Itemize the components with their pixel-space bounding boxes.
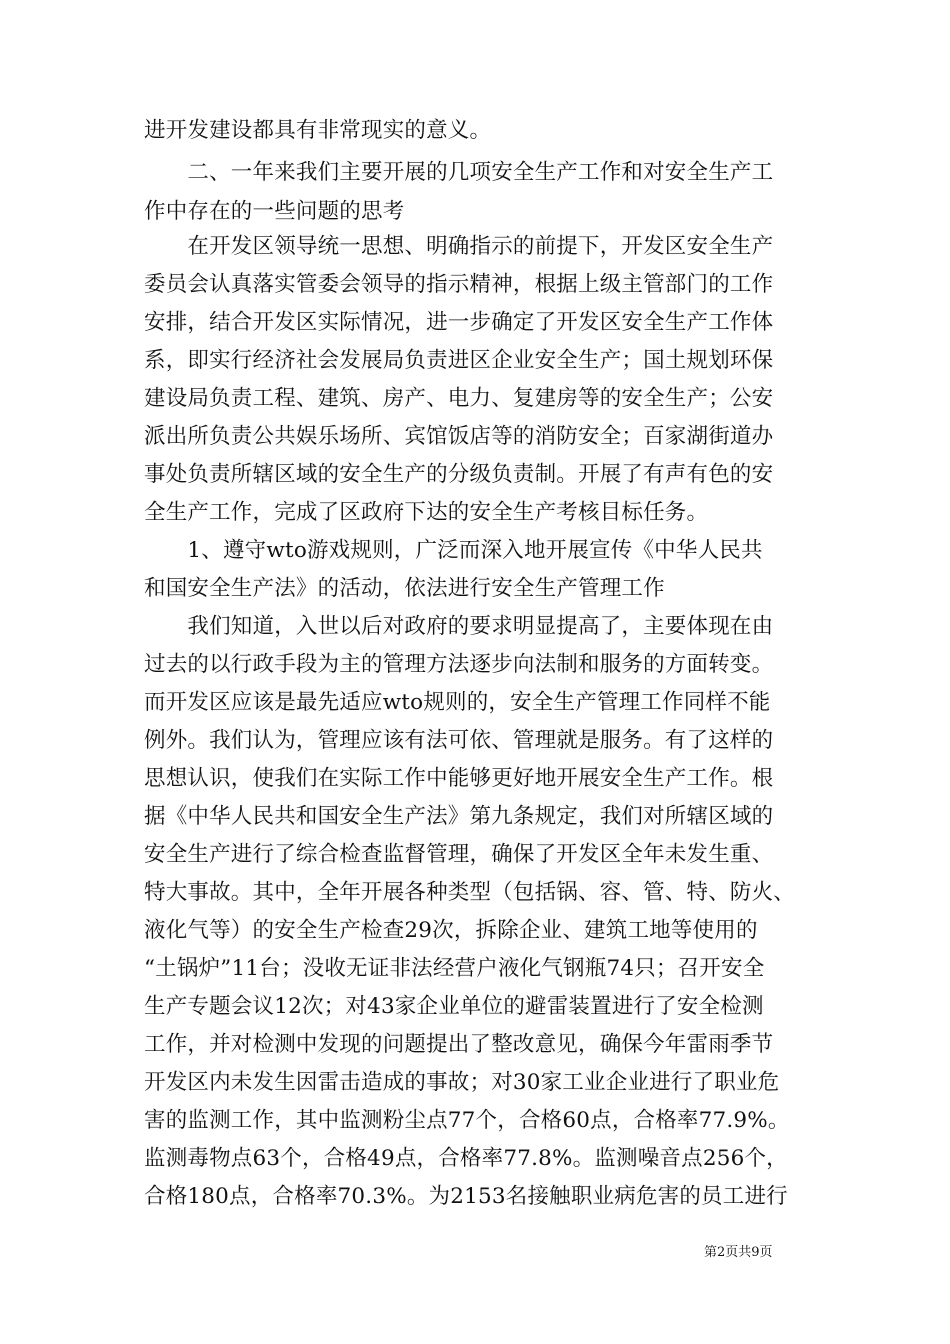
text-line: 特大事故。其中，全年开展各种类型（包括锅、容、管、特、防火、 xyxy=(144,880,796,905)
text-line: 合格180点，合格率70.3%。为2153名接触职业病危害的员工进行 xyxy=(144,1184,788,1209)
text-line: 我们知道，入世以后对政府的要求明显提高了，主要体现在由 xyxy=(144,614,774,639)
text-line: 工作，并对检测中发现的问题提出了整改意见，确保今年雷雨季节 xyxy=(144,1032,774,1057)
text-line: 全生产工作，完成了区政府下达的安全生产考核目标任务。 xyxy=(144,500,709,525)
text-line: 在开发区领导统一思想、明确指示的前提下，开发区安全生产 xyxy=(144,234,774,259)
text-line: 过去的以行政手段为主的管理方法逐步向法制和服务的方面转变。 xyxy=(144,652,774,677)
text-line: 监测毒物点63个，合格49点，合格率77.8%。监测噪音点256个， xyxy=(144,1146,788,1171)
text-line: 据《中华人民共和国安全生产法》第九条规定，我们对所辖区域的 xyxy=(144,804,774,829)
text-line: 系，即实行经济社会发展局负责进区企业安全生产；国土规划环保 xyxy=(144,348,774,373)
text-line: 而开发区应该是最先适应wto规则的，安全生产管理工作同样不能 xyxy=(144,690,771,715)
text-line: 害的监测工作，其中监测粉尘点77个，合格60点，合格率77.9%。 xyxy=(144,1108,790,1133)
page-number: 第2页共9页 xyxy=(704,1245,773,1260)
text-line: 思想认识，使我们在实际工作中能够更好地开展安全生产工作。根 xyxy=(144,766,774,791)
text-line: 派出所负责公共娱乐场所、宾馆饭店等的消防安全；百家湖街道办 xyxy=(144,424,774,449)
text-line: 液化气等）的安全生产检查29次，拆除企业、建筑工地等使用的 xyxy=(144,918,758,943)
text-line: 安全生产进行了综合检查监督管理，确保了开发区全年未发生重、 xyxy=(144,842,774,867)
section-heading-line: 二、一年来我们主要开展的几项安全生产工作和对安全生产工 xyxy=(144,160,774,185)
subsection-heading-line: 和国安全生产法》的活动，依法进行安全生产管理工作 xyxy=(144,576,665,601)
text-line: “土锅炉”11台；没收无证非法经营户液化气钢瓶74只；召开安全 xyxy=(144,956,765,981)
text-line: 进开发建设都具有非常现实的意义。 xyxy=(144,118,492,143)
text-line: 建设局负责工程、建筑、房产、电力、复建房等的安全生产；公安 xyxy=(144,386,774,411)
text-line: 开发区内未发生因雷击造成的事故；对30家工业企业进行了职业危 xyxy=(144,1070,780,1095)
text-line: 生产专题会议12次；对43家企业单位的避雷装置进行了安全检测 xyxy=(144,994,764,1019)
section-heading-line: 作中存在的一些问题的思考 xyxy=(144,199,405,224)
subsection-heading-line: 1、遵守wto游戏规则，广泛而深入地开展宣传《中华人民共 xyxy=(144,538,763,563)
text-line: 例外。我们认为，管理应该有法可依、管理就是服务。有了这样的 xyxy=(144,728,774,753)
text-line: 事处负责所辖区域的安全生产的分级负责制。开展了有声有色的安 xyxy=(144,462,774,487)
text-line: 安排，结合开发区实际情况，进一步确定了开发区安全生产工作体 xyxy=(144,310,774,335)
text-line: 委员会认真落实管委会领导的指示精神，根据上级主管部门的工作 xyxy=(144,272,774,297)
